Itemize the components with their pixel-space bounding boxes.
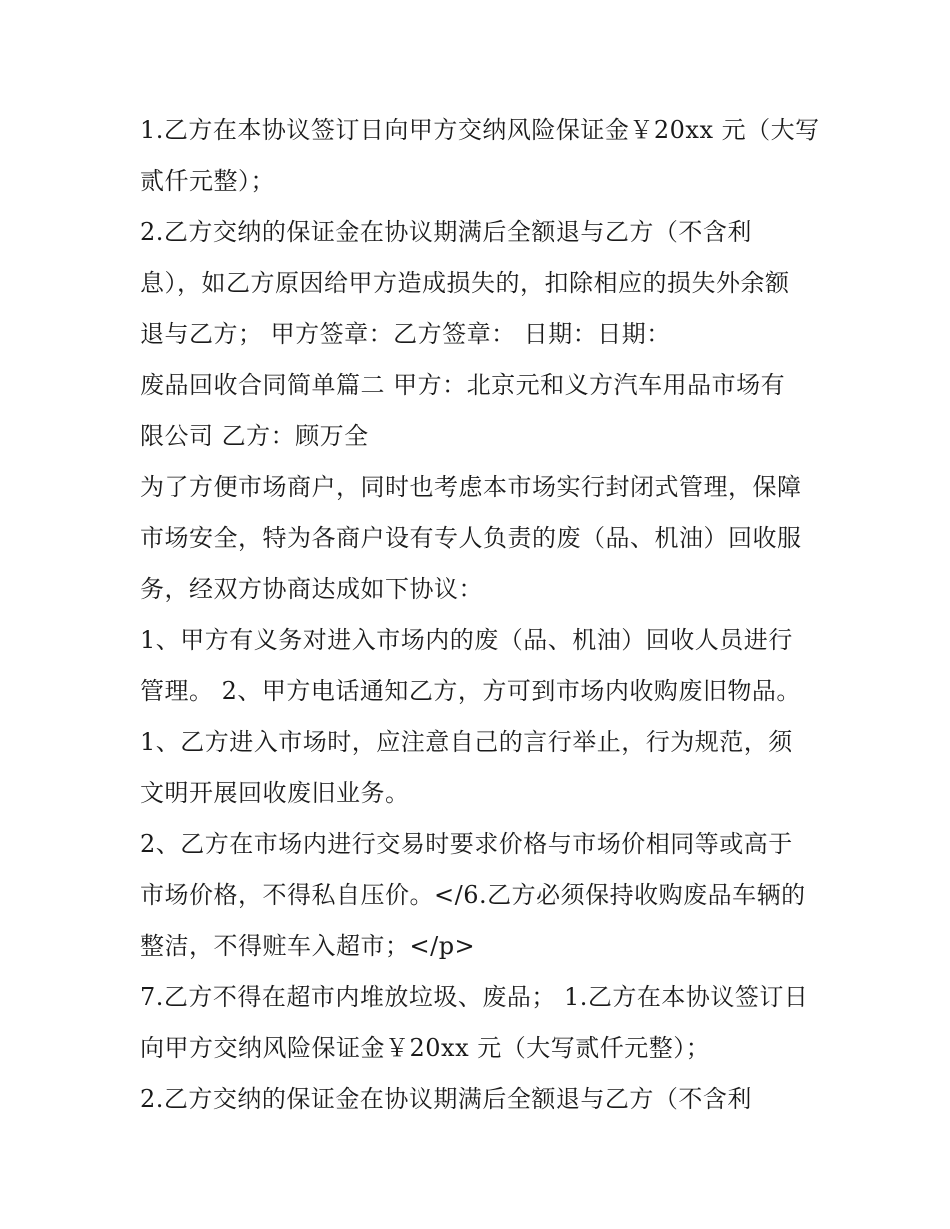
text-line: 管理。 2、甲方电话通知乙方，方可到市场内收购废旧物品。	[140, 677, 801, 705]
text-line: 1、甲方有义务对进入市场内的废（品、机油）回收人员进行	[140, 626, 793, 654]
text-line: 为了方便市场商户，同时也考虑本市场实行封闭式管理，保障	[140, 473, 802, 501]
text-line: 2.乙方交纳的保证金在协议期满后全额退与乙方（不含利	[140, 218, 752, 246]
text-line: 废品回收合同简单篇二 甲方：北京元和义方汽车用品市场有	[140, 371, 786, 399]
text-line: 整洁，不得赃车入超市；</p>	[140, 932, 476, 960]
text-line: 2.乙方交纳的保证金在协议期满后全额退与乙方（不含利	[140, 1085, 752, 1113]
text-line: 贰仟元整）；	[140, 167, 275, 195]
text-line: 1、乙方进入市场时，应注意自己的言行举止，行为规范，须	[140, 728, 793, 756]
text-line: 退与乙方； 甲方签章：乙方签章： 日期：日期：	[140, 320, 671, 348]
text-line: 市场安全，特为各商户设有专人负责的废（品、机油）回收服	[140, 524, 802, 552]
text-line: 息），如乙方原因给甲方造成损失的，扣除相应的损失外余额	[140, 269, 790, 297]
text-line: 1.乙方在本协议签订日向甲方交纳风险保证金￥20xx 元（大写	[140, 116, 820, 144]
text-line: 市场价格，不得私自压价。</6.乙方必须保持收购废品车辆的	[140, 881, 806, 909]
text-line: 向甲方交纳风险保证金￥20xx 元（大写贰仟元整）；	[140, 1034, 711, 1062]
text-line: 务，经双方协商达成如下协议：	[140, 575, 483, 603]
text-line: 7.乙方不得在超市内堆放垃圾、废品； 1.乙方在本协议签订日	[140, 983, 809, 1011]
text-line: 2、乙方在市场内进行交易时要求价格与市场价相同等或高于	[140, 830, 793, 858]
document-body	[140, 105, 820, 1125]
text-line: 文明开展回收废旧业务。	[140, 779, 410, 807]
text-line: 限公司 乙方：顾万全	[140, 422, 369, 450]
